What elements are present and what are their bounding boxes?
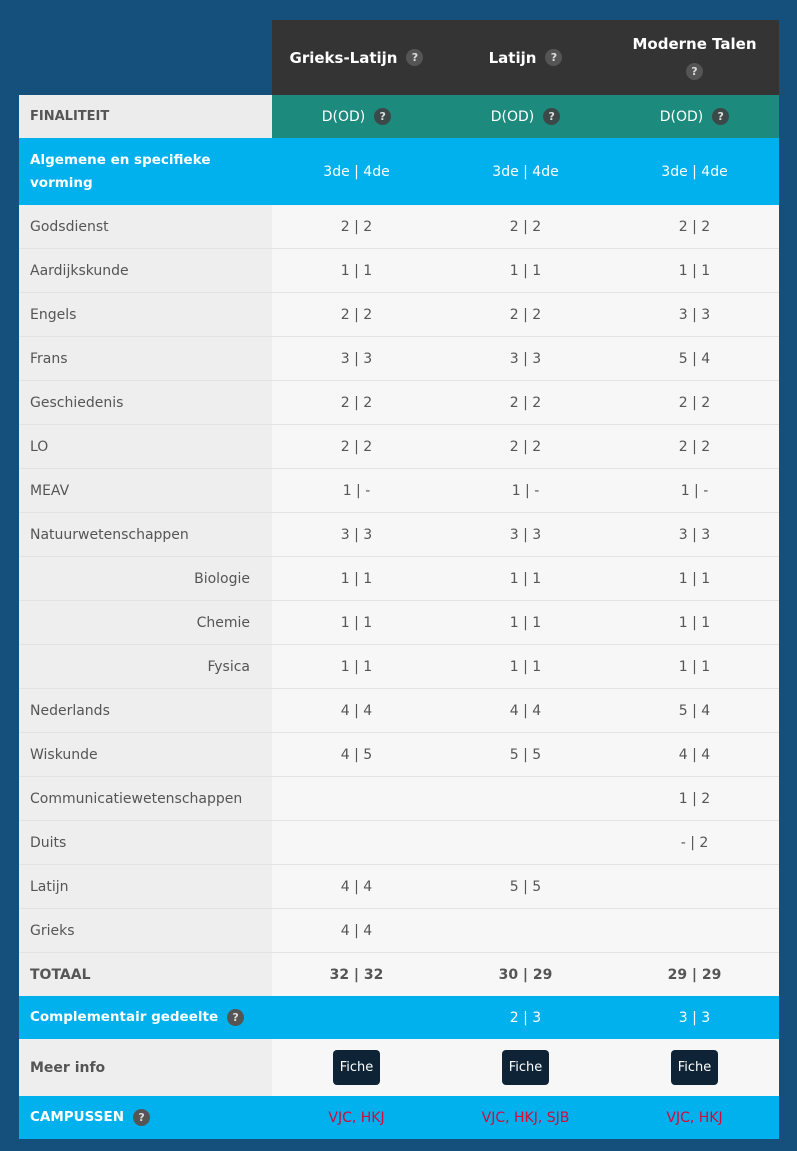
- fiche-button[interactable]: Fiche: [333, 1050, 380, 1085]
- subject-label: Engels: [19, 293, 272, 336]
- table-row: [19, 557, 779, 601]
- column-title: Latijn: [488, 48, 537, 67]
- finaliteit-label: FINALITEIT: [19, 95, 272, 138]
- table-row: [19, 909, 779, 953]
- hours-cell: 4 | 4: [340, 878, 373, 895]
- table-row: [19, 821, 779, 865]
- campus-link[interactable]: VJC, HKJ, SJB: [481, 1109, 570, 1126]
- hours-cell: 2 | 2: [509, 306, 542, 323]
- study-table: [19, 20, 779, 1139]
- subject-label: Duits: [19, 821, 272, 864]
- campussen-label: CAMPUSSEN: [30, 1109, 125, 1125]
- subject-label: Wiskunde: [19, 733, 272, 776]
- hours-cell: [272, 996, 441, 1039]
- table-row: [19, 689, 779, 733]
- subject-label: Nederlands: [19, 689, 272, 732]
- hours-cell: 1 | 1: [678, 658, 711, 675]
- total-label: TOTAAL: [19, 953, 272, 996]
- campus-link[interactable]: VJC, HKJ: [328, 1109, 385, 1126]
- campussen-row: [19, 1096, 779, 1139]
- hours-cell: 1 | -: [511, 482, 540, 499]
- hours-cell: 2 | 2: [678, 218, 711, 235]
- subject-label: Grieks: [19, 909, 272, 952]
- total-cell: 29 | 29: [667, 966, 722, 983]
- total-row: [19, 953, 779, 996]
- hours-cell: 1 | 1: [509, 262, 542, 279]
- help-icon[interactable]: ?: [712, 108, 729, 125]
- subject-label: LO: [19, 425, 272, 468]
- hours-cell: 1 | 1: [509, 658, 542, 675]
- hours-cell: 1 | 2: [678, 790, 711, 807]
- finaliteit-cell: [610, 95, 779, 138]
- hours-cell: 2 | 2: [678, 438, 711, 455]
- subject-label: Frans: [19, 337, 272, 380]
- total-cell: 30 | 29: [498, 966, 553, 983]
- hours-cell: 2 | 2: [340, 218, 373, 235]
- column-header-grieks-latijn: [272, 20, 441, 95]
- hours-cell: 1 | 1: [340, 614, 373, 631]
- meer-info-row: [19, 1039, 779, 1096]
- subject-label: Godsdienst: [19, 205, 272, 248]
- meer-info-label: Meer info: [19, 1039, 272, 1096]
- finaliteit-cell: [272, 95, 441, 138]
- help-icon[interactable]: ?: [406, 49, 423, 66]
- finaliteit-value: D(OD): [321, 108, 366, 125]
- hours-cell: 1 | -: [680, 482, 709, 499]
- hours-cell: 4 | 4: [509, 702, 542, 719]
- table-row: [19, 337, 779, 381]
- campussen-label-cell: [19, 1096, 272, 1139]
- table-row: [19, 293, 779, 337]
- fiche-button[interactable]: Fiche: [671, 1050, 718, 1085]
- hours-cell: 4 | 4: [340, 922, 373, 939]
- hours-cell: 4 | 5: [340, 746, 373, 763]
- table-header: [19, 20, 779, 95]
- hours-cell: 1 | 1: [678, 614, 711, 631]
- finaliteit-cell: [441, 95, 610, 138]
- fiche-cell: [441, 1039, 610, 1096]
- finaliteit-value: D(OD): [659, 108, 704, 125]
- hours-cell: - | 2: [680, 834, 709, 851]
- subject-label: MEAV: [19, 469, 272, 512]
- table-row: [19, 469, 779, 513]
- hours-cell: 3 | 3: [509, 526, 542, 543]
- hours-cell: 2 | 3: [509, 1009, 542, 1026]
- column-title: Grieks-Latijn: [289, 48, 398, 67]
- hours-cell: 1 | 1: [509, 570, 542, 587]
- fiche-button[interactable]: Fiche: [502, 1050, 549, 1085]
- complementair-label-cell: [19, 996, 272, 1039]
- hours-cell: 3 | 3: [340, 526, 373, 543]
- hours-cell: [441, 909, 610, 952]
- hours-cell: 3 | 3: [678, 526, 711, 543]
- help-icon[interactable]: ?: [545, 49, 562, 66]
- table-row: [19, 205, 779, 249]
- hours-cell: 2 | 2: [340, 306, 373, 323]
- section-label: Algemene en specifieke vorming: [30, 151, 211, 191]
- hours-cell: 1 | 1: [678, 262, 711, 279]
- column-header-latijn: [441, 20, 610, 95]
- hours-cell: 1 | 1: [340, 658, 373, 675]
- grade-cell: 3de | 4de: [661, 163, 728, 180]
- finaliteit-row: [19, 95, 779, 138]
- section-header-row: [19, 138, 779, 205]
- grade-cell: 3de | 4de: [492, 163, 559, 180]
- hours-cell: 5 | 4: [678, 702, 711, 719]
- subject-sublabel: Chemie: [19, 601, 272, 644]
- help-icon[interactable]: ?: [133, 1109, 150, 1126]
- hours-cell: 2 | 2: [340, 394, 373, 411]
- hours-cell: 5 | 5: [509, 878, 542, 895]
- table-row: [19, 777, 779, 821]
- hours-cell: 2 | 2: [340, 438, 373, 455]
- subject-label: Latijn: [19, 865, 272, 908]
- table-row: [19, 513, 779, 557]
- hours-cell: 1 | 1: [509, 614, 542, 631]
- subject-label: Communicatiewetenschappen: [19, 777, 272, 820]
- help-icon[interactable]: ?: [543, 108, 560, 125]
- hours-cell: 3 | 3: [509, 350, 542, 367]
- hours-cell: [610, 865, 779, 908]
- finaliteit-value: D(OD): [490, 108, 535, 125]
- hours-cell: 4 | 4: [340, 702, 373, 719]
- table-row: [19, 425, 779, 469]
- hours-cell: [272, 777, 441, 820]
- subject-sublabel: Biologie: [19, 557, 272, 600]
- table-row: [19, 249, 779, 293]
- table-row: [19, 865, 779, 909]
- help-icon[interactable]: ?: [686, 63, 703, 80]
- hours-cell: 1 | 1: [678, 570, 711, 587]
- hours-cell: [441, 821, 610, 864]
- subject-label: Geschiedenis: [19, 381, 272, 424]
- hours-cell: 2 | 2: [509, 218, 542, 235]
- hours-cell: [272, 821, 441, 864]
- hours-cell: 3 | 3: [340, 350, 373, 367]
- hours-cell: [441, 777, 610, 820]
- table-row: [19, 645, 779, 689]
- total-cell: 32 | 32: [329, 966, 384, 983]
- hours-cell: 1 | 1: [340, 262, 373, 279]
- column-header-moderne-talen: [610, 20, 779, 95]
- hours-cell: 1 | -: [342, 482, 371, 499]
- hours-cell: 2 | 2: [509, 438, 542, 455]
- subject-label: Aardijkskunde: [19, 249, 272, 292]
- table-row: [19, 733, 779, 777]
- hours-cell: 2 | 2: [509, 394, 542, 411]
- hours-cell: 5 | 5: [509, 746, 542, 763]
- table-row: [19, 601, 779, 645]
- subject-label: Natuurwetenschappen: [19, 513, 272, 556]
- hours-cell: 1 | 1: [340, 570, 373, 587]
- hours-cell: 2 | 2: [678, 394, 711, 411]
- complementair-row: [19, 996, 779, 1039]
- hours-cell: [610, 909, 779, 952]
- fiche-cell: [272, 1039, 441, 1096]
- complementair-label: Complementair gedeelte: [30, 1009, 219, 1025]
- hours-cell: 4 | 4: [678, 746, 711, 763]
- grade-cell: 3de | 4de: [323, 163, 390, 180]
- hours-cell: 3 | 3: [678, 1009, 711, 1026]
- help-icon[interactable]: ?: [374, 108, 391, 125]
- campus-link[interactable]: VJC, HKJ: [666, 1109, 723, 1126]
- table-row: [19, 381, 779, 425]
- fiche-cell: [610, 1039, 779, 1096]
- column-title: Moderne Talen: [632, 35, 757, 53]
- hours-cell: 3 | 3: [678, 306, 711, 323]
- help-icon[interactable]: ?: [227, 1009, 244, 1026]
- hours-cell: 5 | 4: [678, 350, 711, 367]
- header-empty-cell: [19, 20, 272, 95]
- subject-sublabel: Fysica: [19, 645, 272, 688]
